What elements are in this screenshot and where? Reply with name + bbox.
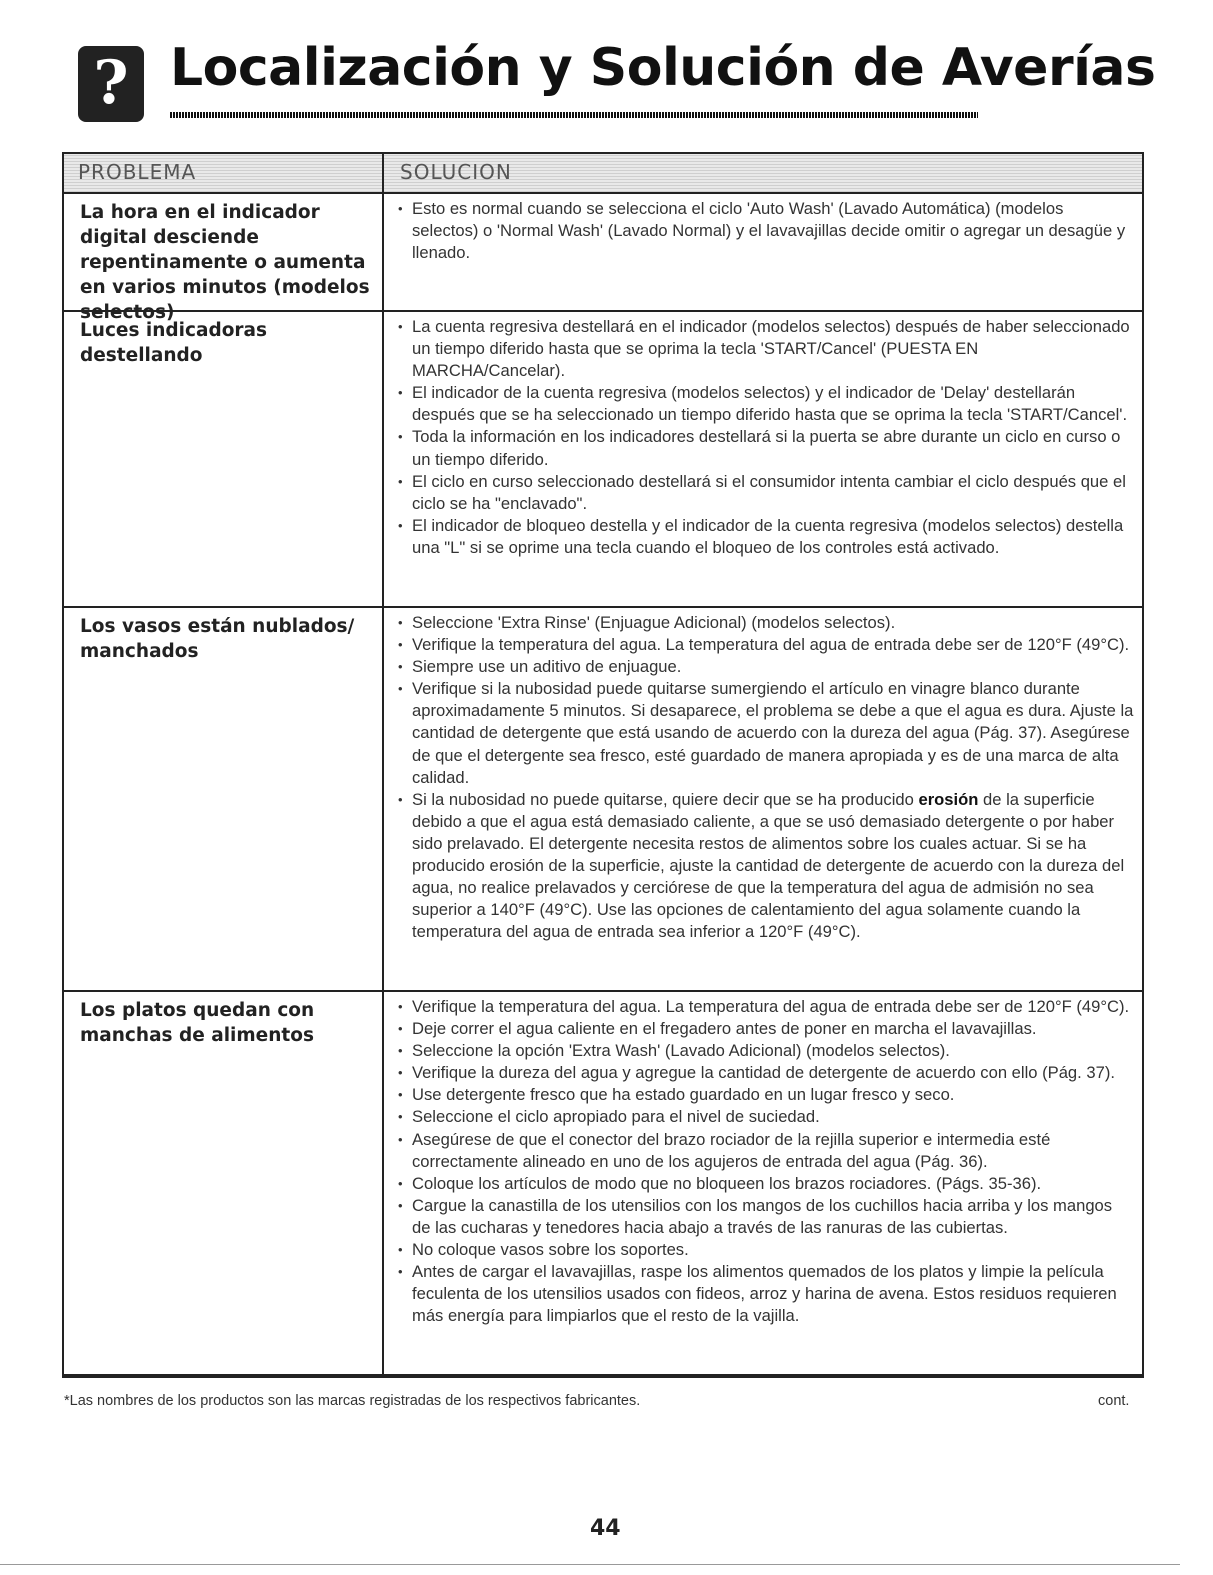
page-header [60, 38, 1156, 130]
solution-item: • El indicador de la cuenta regresiva (modelos selectos) y el indicador de 'Delay' destellarán después que se ha seleccionado un tiempo diferido hasta que se oprima la tecla 'START/Cancel'. [394, 382, 1134, 426]
solution-item: • Antes de cargar el lavavajillas, raspe los alimentos quemados de los platos y limpie la película feculenta de los utensilios usados con fideos, arroz y harina de avena. Estos residuos requieren más energía para limpiarlos que el resto de la vajilla. [394, 1261, 1134, 1327]
solution-item: • Verifique si la nubosidad puede quitarse sumergiendo el artículo en vinagre blanco durante aproximadamente 5 minutos. Si desaparece, el problema se debe a que el agua es dura. Ajuste la cantidad de detergente que está usando de acuerdo con la dureza del agua (Pág. 37). Asegúrese de que el detergente sea fresco, esté guardado de manera apropiada y es de una marca de alta calidad. [394, 678, 1134, 788]
erosion-text-post: de la superficie debido a que el agua está demasiado caliente, a que se usó demasiado detergente o por haber sido prelavado. El detergente necesita restos de alimentos sobre los cuales actuar. Si se ha producido erosión de la superficie, ajuste la cantidad de detergente de acuerdo con la dureza del agua, no realice prelavados y cerciórese de que la temperatura del agua de admisión no sea superior a 140°F (49°C). Use las opciones de calentamiento del agua solamente cuando la temperatura del agua de entrada sea inferior a 120°F (49°C). [412, 789, 1125, 942]
solution-item: • Toda la información en los indicadores destellará si la puerta se abre durante un ciclo en curso o un tiempo diferido. [394, 426, 1134, 470]
solution-item: • Seleccione 'Extra Rinse' (Enjuague Adicional) (modelos selectos). [394, 612, 1134, 634]
solution-item: • Verifique la temperatura del agua. La temperatura del agua de entrada debe ser de 120°F (49°C). [394, 996, 1134, 1018]
problem-cell: La hora en el indicador digital desciende repentinamente o aumenta en varios minutos (modelos selectos) [80, 202, 370, 323]
solution-item: • No coloque vasos sobre los soportes. [394, 1239, 1134, 1261]
solution-item: • Siempre use un aditivo de enjuague. [394, 656, 1134, 678]
solution-item: • Seleccione el ciclo apropiado para el nivel de suciedad. [394, 1106, 1134, 1128]
question-mark-icon: ? [78, 46, 144, 122]
footnote: *Las nombres de los productos son las marcas registradas de los respectivos fabricantes. [64, 1393, 641, 1409]
table-row [64, 992, 1142, 1376]
solution-item: • Seleccione la opción 'Extra Wash' (Lavado Adicional) (modelos selectos). [394, 1040, 1134, 1062]
solution-item: • Coloque los artículos de modo que no bloqueen los brazos rociadores. (Págs. 35-36). [394, 1173, 1134, 1195]
table-row [64, 194, 1142, 323]
solution-item: • Verifique la dureza del agua y agregue la cantidad de detergente de acuerdo con ello (Pág. 37). [394, 1062, 1134, 1084]
solution-item: • Verifique la temperatura del agua. La temperatura del agua de entrada debe ser de 120°F (49°C). [394, 634, 1134, 656]
solution-list [394, 996, 1134, 1327]
table-row [64, 608, 1142, 992]
solution-item: • Asegúrese de que el conector del brazo rociador de la rejilla superior e intermedia esté correctamente alineado en uno de los agujeros de entrada del agua (Pág. 36). [394, 1129, 1134, 1173]
problem-cell: Los vasos están nublados/ manchados [80, 616, 355, 662]
solution-list [394, 198, 1134, 264]
page-title: Localización y Solución de Averías [170, 38, 1156, 98]
solution-item: • El ciclo en curso seleccionado destellará si el consumidor intenta cambiar el ciclo después que el ciclo se ha "enclavado". [394, 471, 1134, 515]
title-underline [170, 112, 978, 118]
problem-cell: Luces indicadoras destellando [80, 320, 268, 366]
solution-item: • Cargue la canastilla de los utensilios con los mangos de los cuchillos hacia arriba y los mangos de las cucharas y tenedores hacia abajo a través de las ranuras de las cubiertas. [394, 1195, 1134, 1239]
table-header [64, 154, 1142, 194]
page-number: 44 [590, 1516, 621, 1541]
column-divider [382, 154, 384, 1376]
bottom-rule [0, 1564, 1180, 1565]
solution-item: • Deje correr el agua caliente en el fregadero antes de poner en marcha el lavavajillas. [394, 1018, 1134, 1040]
solution-item: • Use detergente fresco que ha estado guardado en un lugar fresco y seco. [394, 1084, 1134, 1106]
continued-label: cont. [1098, 1393, 1130, 1409]
solution-list [394, 612, 1134, 943]
erosion-text-pre: Si la nubosidad no puede quitarse, quiere decir que se ha producido [412, 789, 919, 809]
solution-item-erosion [394, 789, 1134, 944]
erosion-keyword: erosión [918, 789, 979, 809]
solution-item: • El indicador de bloqueo destella y el indicador de la cuenta regresiva (modelos selectos) destella una "L" si se oprime una tecla cuando el bloqueo de los controles está activado. [394, 515, 1134, 559]
troubleshooting-table [62, 152, 1144, 1378]
solution-list [394, 316, 1134, 559]
solution-item: • La cuenta regresiva destellará en el indicador (modelos selectos) después de haber seleccionado un tiempo diferido hasta que se oprima la tecla 'START/Cancel' (PUESTA EN MARCHA/Cancelar). [394, 316, 1134, 382]
header-solution: SOLUCION [400, 160, 512, 184]
solution-item: • Esto es normal cuando se selecciona el ciclo 'Auto Wash' (Lavado Automática) (modelos selectos) o 'Normal Wash' (Lavado Normal) y el lavavajillas decide omitir o agregar un desagüe y llenado. [394, 198, 1134, 264]
table-row [64, 312, 1142, 608]
problem-cell: Los platos quedan con manchas de alimentos [80, 1000, 315, 1046]
header-problem: PROBLEMA [78, 160, 197, 184]
